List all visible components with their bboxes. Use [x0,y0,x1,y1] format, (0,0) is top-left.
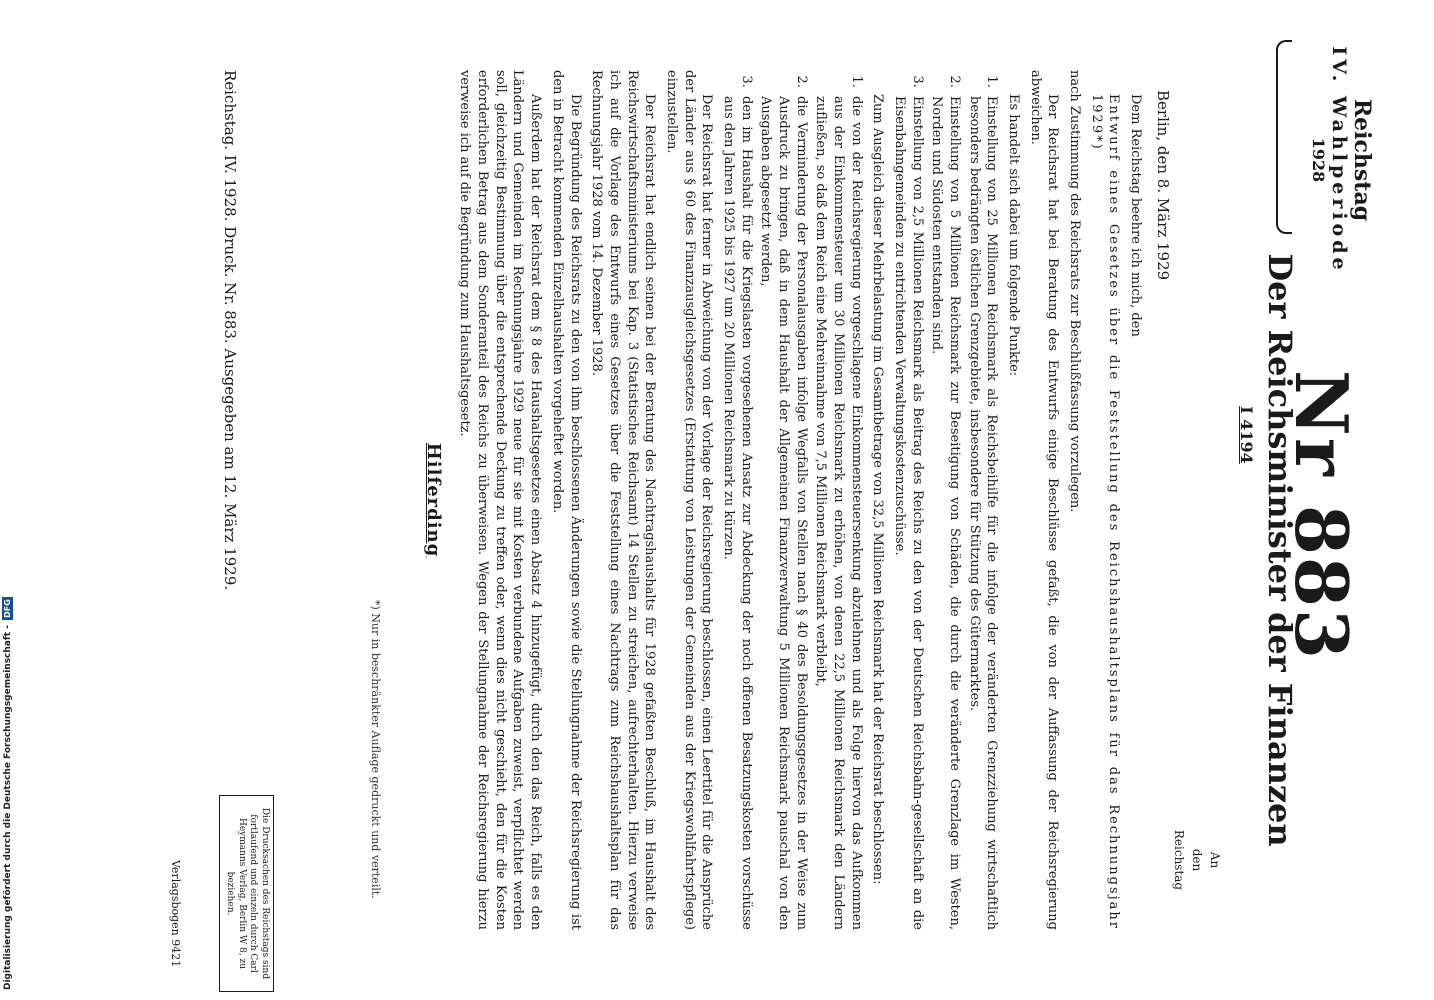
intro-paragraph: Dem Reichstag beehre ich mich, den [1128,94,1143,337]
verlagsbogen: Verlagsbogen 9421 [169,860,182,968]
punkte-intro: Es handelt sich dabei um folgende Punkte: [1005,94,1021,377]
list-item: 3. den im Haushalt für die Kriegslasten vorgesehenen Ansatz zur Abdeckung der noch offenen Besatzungskosten vorschüsse aus den Jahren 1925 bis 1927 um 20 Millionen Reichsmark zu kürzen. [719,92,754,930]
list-item: 2. Einstellung von 5 Millionen Reichsmark zur Beseitigung von Schäden, die durch die veränderte Grenzlage im Westen, Norden und Südosten entstanden sind. [928,92,963,930]
list-item: 1. die von der Reichsregierung vorgeschlagene Einkommensteuersenkung abzulehnen und als Folge hiervon das Aufkommen aus der Einkommensteuer um 30 Millionen Reichsmark zu erhöhen, von denen 22,5 Millionen Reichsmark den Ländern zufließen, so daß dem Reich eine Mehreinnahme von 7,5 Millionen Reichsmark verbleibt, [812,92,865,930]
begruendung-paragraph: Die Begründung des Reichsrats zu den von ihm beschlossenen Änderungen sowie die Stellungnahme der Reichsregierung ist den in Betracht kommenden Einzelhaushalten vorgeheftet worden. [549,70,583,930]
recipient-line-2: den Reichstag [1172,829,1204,891]
ausgleich-paragraph: Zum Ausgleich dieser Mehrbelastung im Gesamtbetrage von 32,5 Millionen Reichsmark hat der Reichsrat beschlossen: [870,94,886,885]
punkte-list [890,70,1000,930]
list-item: 3. Einstellung von 2,5 Millionen Reichsmark als Beitrag des Reichs zu den von der Deutschen Reichsbahn-gesellschaft an die Eisenbahngemeinden zu entrichtenden Verwaltungskostenzuschüsse. [890,92,925,930]
reichstag-label: Reichstag [1349,98,1375,222]
year-label: 1928 [1308,137,1328,183]
recipient [1170,820,1224,900]
haushaltsgesetz-paragraph: Außerdem hat der Reichsrat dem § 8 des Haushaltsgesetzes einen Absatz 4 hinzugefügt, durch den das Reich, falls es den Ländern und Gemeinden im Rechnungsjahre 1929 neue für sie mit Kosten verbundene Aufgaben zuweist, verpflichtet werden soll, gleichzeitig Bestimmung über die entsprechende Deckung zu treffen oder, wenn dies nicht geschieht, den für die Kosten erforderlichen Betrag aus dem Sonderanteil des Reichs zu überweisen. Wegen der Stellungnahme der Reichsregierung hierzu verweise ich auf die Begründung zum Haushaltsgesetz. [457,70,544,930]
leertitel-paragraph: Der Reichsrat hat ferner in Abweichung von der Vorlage der Reichsregierung beschlossen, einen Leertitel für die Ansprüche der Länder aus § 60 des Finanzausgleichsgesetzes (Erstattung von Leistungen der Gemeinden aus der Kriegswohlfahrtspflege) einzustellen. [663,70,715,930]
dfg-credit-sidebar [0,599,16,990]
dfg-logo-icon: DFG [3,599,12,618]
zustimmung-paragraph: nach Zustimmung des Reichsrats zur Beschlußfassung vorzulegen. [1066,70,1082,513]
nachtrag-paragraph: Der Reichsrat hat endlich seinen bei der Beratung des Nachtragshaushalts für 1928 gefaßten Beschluß, im Haushalt des Reichswirtschaftsministeriums bei Kap. 3 (Statistisches Reichsamt) 14 Stellen zu streichen, aufrechterhalten. Hierzu verweise ich auf die Vorlage des Entwurfs eines Gesetzes über die Feststellung eines Nachtrags zum Reichshaushaltsplan für das Rechnungsjahr 1928 vom 14. Dezember 1928. [589,70,658,930]
wahlperiode-label: IV. Wahlperiode [1327,46,1350,274]
beschluesse-list [719,70,864,930]
list-item: 2. die Verminderung der Personalausgaben infolge Wegfalls von Stellen nach § 40 des Besoldungsgesetzes in der Weise zum Ausdruck zu bringen, daß in dem Haushalt der Allgemeinen Finanzverwaltung 5 Millionen Reichsmark pauschal von den Ausgaben abgesetzt werden, [757,92,810,930]
list-item: 1. Einstellung von 25 Millionen Reichsmark als Reichsbeihilfe für die infolge der veränderten Grenzziehung wirtschaftlich besonders bedrängten östlichen Grenzgebiete, insbesondere für Stützung des Gütermarktes. [965,92,1000,930]
drucksache-number: Nr 883 [1279,370,1364,662]
footer-line: Reichstag. IV. 1928. Druck. Nr. 883. Ausgegeben am 12. März 1929. [221,70,239,591]
footnote: *) Nur in beschränkter Auflage gedruckt und verteilt. [369,600,382,899]
dfg-credit [0,599,16,990]
reichsrat-paragraph: Der Reichsrat hat bei Beratung des Entwurfs einige Beschlüsse gefaßt, die von der Auffassung der Reichsregierung abweichen. [1027,70,1061,930]
recipient-line-1: An [1208,851,1222,869]
dfg-credit-text: Digitalisierung gefördert durch die Deutsche Forschungsgemeinschaft - [3,625,13,990]
entwurf-title: Entwurf eines Gesetzes über die Feststellung des Reichshaushaltsplans für das Rechnungsjahr 1929*) [1088,94,1122,930]
reichstag-header [1308,40,1374,280]
publisher-box: Die Drucksachen des Reichstags sind fortlaufend und einzeln durch Carl Heymanns Verlag, Berlin W 8, zu beziehen. [219,795,274,992]
reference-number: I 4194 [1237,406,1256,464]
date-line: Berlin, den 8. März 1929 [1154,90,1172,281]
minister-title: Der Reichsminister der Finanzen [1261,253,1299,847]
signature: Hilferding [423,442,444,558]
letter-body [452,70,1144,930]
